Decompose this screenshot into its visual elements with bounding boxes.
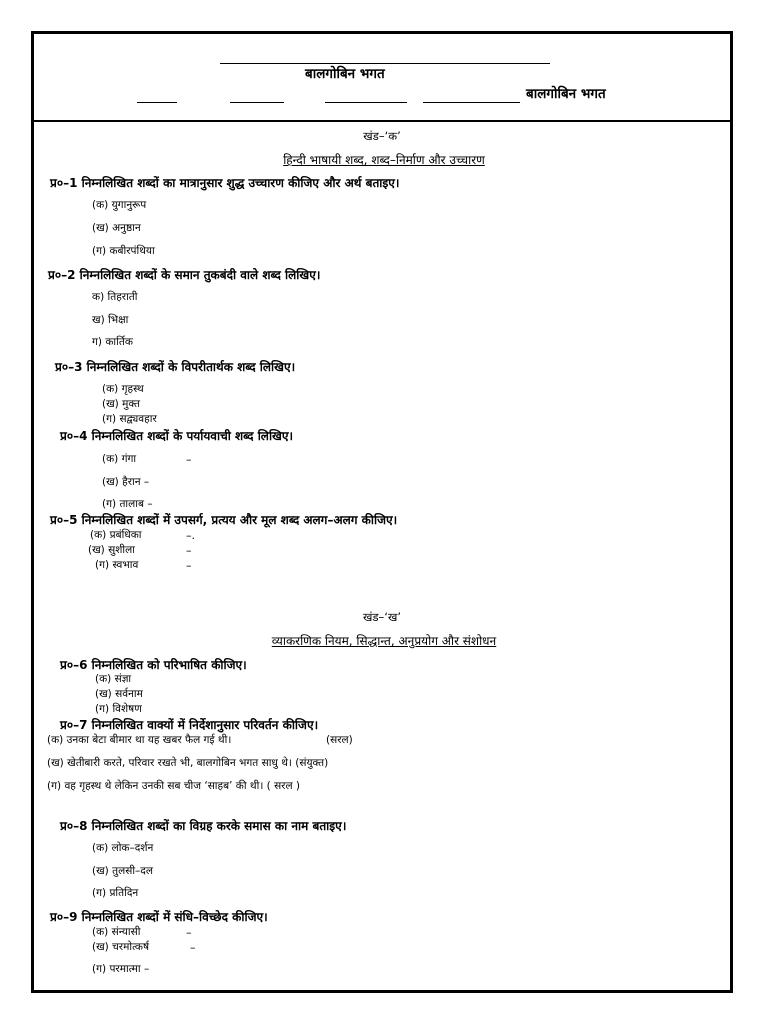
blank-1 (137, 102, 177, 103)
blank-2 (230, 102, 284, 103)
question-3: प्र०–3 निम्नलिखित शब्दों के विपरीतार्थक शब्द लिखिए। (55, 360, 296, 374)
question-6: प्र०–6 निम्नलिखित को परिभाषित कीजिए। (60, 658, 247, 672)
section-a-subheading: हिन्दी भाषायी शब्द, शब्द–निर्माण और उच्चारण (283, 153, 485, 167)
chapter-title: बालगोबिन भगत (526, 86, 606, 102)
q4-option-c: (ग) तालाब – (102, 498, 153, 510)
q7-sentence-a: (क) उनका बेटा बीमार था यह खबर फैल गई थी। (47, 734, 232, 746)
q2-option-c: ग) कार्तिक (92, 336, 133, 348)
section-b-subheading: व्याकरणिक नियम, सिद्धान्त, अनुप्रयोग और संशोधन (271, 634, 497, 648)
page-title: बालगोबिन भगत (305, 66, 385, 82)
question-1: प्र०–1 निम्नलिखित शब्दों का मात्रानुसार शुद्ध उच्चारण कीजिए और अर्थ बताइए। (50, 176, 400, 190)
question-2: प्र०–2 निम्नलिखित शब्दों के समान तुकबंदी वाले शब्द लिखिए। (48, 268, 321, 282)
q5-option-a: (क) प्रबंधिका (90, 529, 142, 541)
q8-option-b: (ख) तुलसी–दल (92, 865, 153, 877)
q9-option-c: (ग) परमात्मा – (92, 963, 150, 975)
q4-option-b: (ख) हैरान – (102, 476, 150, 488)
question-8: प्र०–8 निम्नलिखित शब्दों का विग्रह करके समास का नाम बताइए। (60, 819, 347, 833)
q4-dash-a: – (186, 453, 192, 466)
q7-sentence-c: (ग) वह गृहस्थ थे लेकिन उनकी सब चीज ‘साहब’ की थी। ( सरल ) (47, 780, 301, 792)
q1-option-c: (ग) कबीरपंथिया (92, 245, 155, 257)
section-b-heading: खंड–‘ख’ (362, 610, 402, 624)
q6-option-b: (ख) सर्वनाम (95, 688, 143, 700)
q9-option-a: (क) संन्यासी (92, 926, 141, 938)
q8-option-c: (ग) प्रतिदिन (92, 887, 139, 899)
blank-3 (325, 102, 407, 103)
question-4: प्र०–4 निम्नलिखित शब्दों के पर्यायवाची शब्द लिखिए। (60, 429, 294, 443)
q8-option-a: (क) लोक–दर्शन (92, 842, 154, 854)
question-9: प्र०–9 निम्नलिखित शब्दों में संधि–विच्छेद कीजिए। (50, 910, 268, 924)
q7-sentence-b: (ख) खेतीबारी करते, परिवार रखते भी, बालगोबिन भगत साधु थे। (संयुक्त) (47, 757, 329, 769)
q5-option-b: (ख) सुशीला (88, 544, 135, 556)
q3-option-a: (क) गृहस्थ (102, 383, 144, 395)
q9-option-b: (ख) चरमोत्कर्ष (92, 941, 150, 953)
q3-option-c: (ग) सद्व्यवहार (102, 413, 157, 425)
question-7: प्र०–7 निम्नलिखित वाक्यों में निर्देशानुसार परिवर्तन कीजिए। (60, 718, 319, 732)
q6-option-a: (क) संज्ञा (95, 673, 132, 685)
header-divider (34, 120, 730, 122)
q4-option-a: (क) गंगा (102, 453, 137, 465)
q2-option-b: ख) भिक्षा (92, 314, 129, 326)
q5-dash-a: –. (186, 529, 195, 542)
section-a-heading: खंड–‘क’ (363, 129, 401, 143)
q7-sentence-a-tag: (सरल) (326, 734, 353, 746)
q1-option-a: (क) युगानुरूप (92, 199, 147, 211)
q5-dash-c: – (186, 559, 192, 572)
q9-dash-a: – (186, 926, 192, 939)
q6-option-c: (ग) विशेषण (95, 703, 142, 715)
q3-option-b: (ख) मुक्त (102, 398, 141, 410)
q1-option-b: (ख) अनुष्ठान (92, 222, 141, 234)
question-5: प्र०–5 निम्नलिखित शब्दों में उपसर्ग, प्रत्यय और मूल शब्द अलग–अलग कीजिए। (50, 513, 398, 527)
q9-dash-b: – (190, 941, 196, 954)
q5-dash-b: – (186, 544, 192, 557)
header-top-line (220, 63, 550, 64)
blank-4 (423, 102, 520, 103)
q2-option-a: क) तिहराती (92, 291, 138, 303)
q5-option-c: (ग) स्वभाव (95, 559, 139, 571)
